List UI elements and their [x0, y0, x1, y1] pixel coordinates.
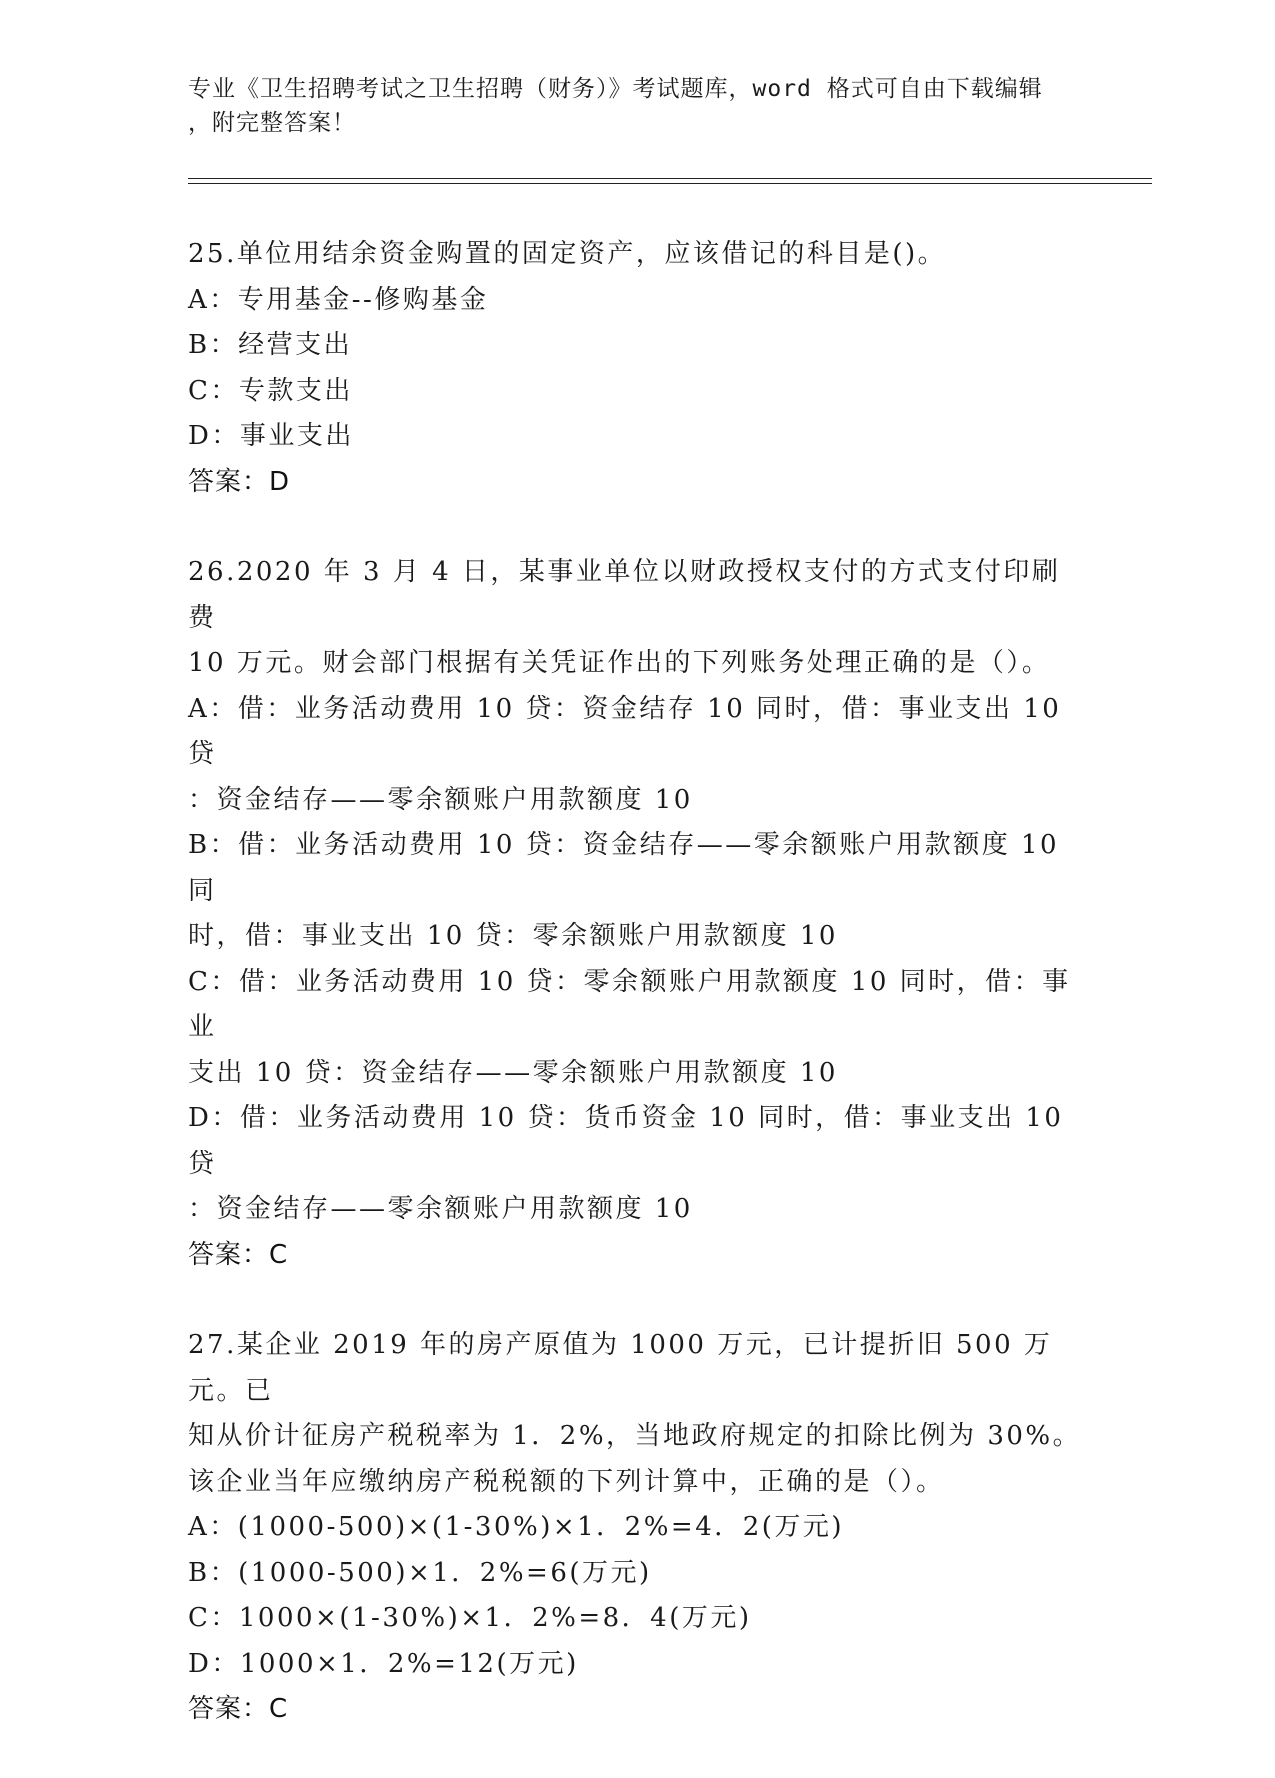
question-stem-continued: 该企业当年应缴纳房产税税额的下列计算中，正确的是（）。	[188, 1466, 945, 1497]
option-b: B：(1000-500)×1．2%=6(万元)	[188, 1557, 652, 1588]
question-26	[188, 550, 1088, 1278]
option-a: A：借：业务活动费用 10 贷：资金结存 10 同时，借：事业支出 10 贷	[188, 693, 1073, 769]
question-stem-continued: 10 万元。财会部门根据有关凭证作出的下列账务处理正确的是（）。	[188, 648, 1051, 678]
option-a: A：(1000-500)×(1-30%)×1．2%=4．2(万元)	[188, 1512, 845, 1542]
question-stem: 25.单位用结余资金购置的固定资产，应该借记的科目是()。	[188, 239, 947, 269]
option-a-continued: ：资金结存——零余额账户用款额度 10	[188, 784, 693, 815]
option-d: D：1000×1．2%=12(万元)	[188, 1648, 579, 1679]
option-c: C：借：业务活动费用 10 贷：零余额账户用款额度 10 同时，借：事业	[188, 966, 1071, 1042]
option-c: C：专款支出	[188, 375, 353, 406]
option-c-continued: 支出 10 贷：资金结存——零余额账户用款额度 10	[188, 1057, 838, 1088]
option-d: D：借：业务活动费用 10 贷：货币资金 10 同时，借：事业支出 10 贷	[188, 1103, 1075, 1179]
header-divider-bottom	[188, 183, 1152, 184]
option-c: C：1000×(1-30%)×1．2%=8．4(万元)	[188, 1603, 752, 1633]
option-d: D：事业支出	[188, 421, 354, 451]
question-list	[188, 232, 1088, 1778]
header-line-2: ，附完整答案！	[188, 110, 356, 136]
header-divider-top	[188, 178, 1152, 179]
question-stem-continued: 知从价计征房产税税率为 1．2%，当地政府规定的扣除比例为 30%。	[188, 1421, 1082, 1451]
answer-label: 答案：C	[188, 1239, 289, 1270]
document-header	[188, 72, 1088, 140]
header-line-1: 专业《卫生招聘考试之卫生招聘（财务）》考试题库，word 格式可自由下载编辑	[188, 76, 1043, 102]
option-b: B：借：业务活动费用 10 贷：资金结存——零余额账户用款额度 10 同	[188, 830, 1070, 906]
option-a: A：专用基金--修购基金	[188, 284, 489, 315]
question-stem: 26.2020 年 3 月 4 日，某事业单位以财政授权支付的方式支付印刷费	[188, 557, 1061, 633]
question-27	[188, 1323, 1088, 1733]
question-stem: 27.某企业 2019 年的房产原值为 1000 万元，已计提折旧 500 万元。已	[188, 1330, 1053, 1406]
option-b: B：经营支出	[188, 330, 353, 360]
answer-label: 答案：C	[188, 1694, 289, 1724]
answer-label: 答案：D	[188, 466, 291, 497]
question-25	[188, 232, 1088, 505]
option-b-continued: 时，借：事业支出 10 贷：零余额账户用款额度 10	[188, 921, 838, 951]
option-d-continued: ：资金结存——零余额账户用款额度 10	[188, 1194, 693, 1224]
